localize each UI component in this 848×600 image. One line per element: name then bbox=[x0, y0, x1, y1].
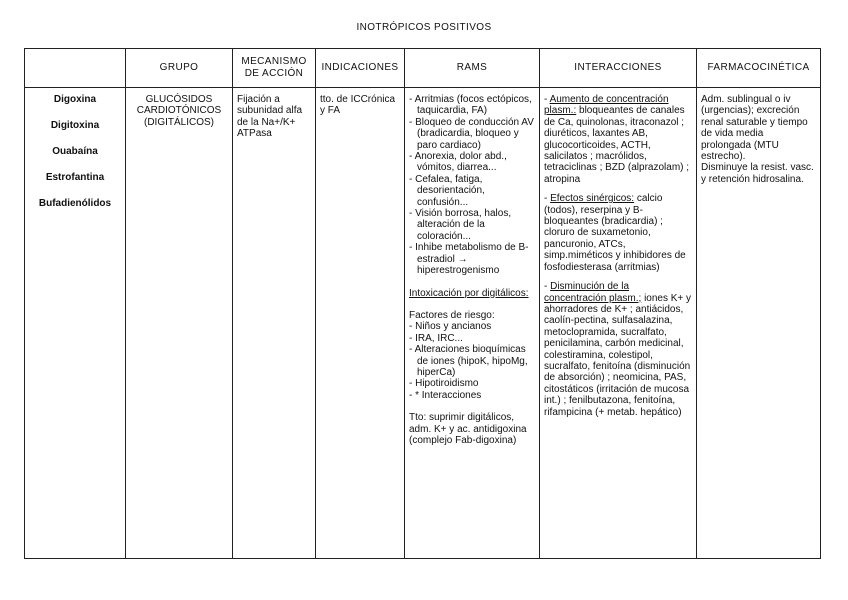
aumento-text: bloqueantes de canales de Ca, quinolonas, itraconazol ; diuréticos, laxantes AB, glucocorticoides, ACTH, salicilatos ; macrólidos, tetraciclinas ; BZD (alprazolam) ; atropina bbox=[544, 105, 690, 185]
header-interacciones: INTERACCIONES bbox=[540, 49, 697, 88]
list-item: - Bloqueo de conducción AV (bradicardia, bloqueo y paro cardiaco) bbox=[409, 117, 535, 151]
drug-name: Estrofantina bbox=[45, 171, 105, 183]
factores-list bbox=[409, 321, 535, 401]
intox-title: Intoxicación por digitálicos: bbox=[409, 287, 529, 299]
header-farmacocinetica: FARMACOCINÉTICA bbox=[697, 49, 821, 88]
list-item: - Hipotiroidismo bbox=[409, 378, 535, 389]
list-item: - IRA, IRC... bbox=[409, 333, 535, 344]
tto-text: Tto: suprimir digitálicos, adm. K+ y ac. antidigoxina (complejo Fab-digoxina) bbox=[409, 412, 527, 446]
header-indicaciones: INDICACIONES bbox=[316, 49, 405, 88]
drug-name: Bufadienólidos bbox=[38, 197, 112, 209]
farmacocinetica-cell bbox=[697, 88, 821, 559]
header-rams: RAMS bbox=[405, 49, 540, 88]
farmacocinetica-p1: Adm. sublingual o iv (urgencias); excreción renal saturable y tiempo de vida media prolongada (MTU estrecho). bbox=[701, 94, 808, 163]
list-item: - Cefalea, fatiga, desorientación, confusión... bbox=[409, 174, 535, 208]
interacciones-cell bbox=[540, 88, 697, 559]
drug-name: Digoxina bbox=[53, 94, 97, 105]
content-row bbox=[25, 88, 821, 559]
drug-list bbox=[25, 88, 126, 559]
farmacocinetica-p2: Disminuye la resist. vasc. y retención hidrosalina. bbox=[701, 162, 814, 185]
header-grupo: GRUPO bbox=[126, 49, 233, 88]
drug-name: Ouabaína bbox=[52, 145, 98, 157]
list-item: - Inhibe metabolismo de B-estradiol → hiperestrogenismo bbox=[409, 242, 535, 276]
sinergicos-section: - Efectos sinérgicos: calcio (todos), reserpina y B-bloqueantes (bradicardia) ; cloruro de suxametonio, pancuronio, ATCs, simp.miméticos y inhibidores de fosfodiesterasa (arritmias) bbox=[544, 193, 686, 273]
indicaciones-cell: tto. de ICCrónica y FA bbox=[316, 88, 405, 559]
list-item: - Niños y ancianos bbox=[409, 321, 535, 332]
inotropicos-table bbox=[24, 48, 821, 559]
list-item: - * Interacciones bbox=[409, 390, 535, 401]
list-item: - Alteraciones bioquímicas de iones (hipoK, hipoMg, hiperCa) bbox=[409, 344, 535, 378]
rams-list bbox=[409, 94, 535, 277]
list-item: - Anorexia, dolor abd., vómitos, diarrea... bbox=[409, 151, 535, 174]
sinergicos-text: calcio (todos), reserpina y B-bloqueantes (bradicardia) ; cloruro de suxametonio, pancuronio, ATCs, simp.miméticos y inhibidores de fosfodiesterasa (arritmias) bbox=[544, 193, 686, 273]
disminucion-section: - Disminución de la concentración plasm.; iones K+ y ahorradores de K+ ; antiácidos, caolín-pectina, sulfasalazina, metoclopramida, sucralfato, penicilamina, carbón medicinal, colestiramina, colestipol, sucralfato, fenitoína (disminución de absorción) ; neomicina, PAS, citostáticos (irritación de mucosa int.) ; fenilbutazona, fenitoína, rifampicina (+ metab. hepático) bbox=[544, 281, 692, 418]
list-item: - Arritmias (focos ectópicos, taquicardia, FA) bbox=[409, 94, 535, 117]
page-title: INOTRÓPICOS POSITIVOS bbox=[356, 22, 492, 33]
header-mecanismo: MECANISMO DE ACCIÓN bbox=[233, 49, 316, 88]
aumento-section: - Aumento de concentración plasm.: bloqueantes de canales de Ca, quinolonas, itraconazol ; diuréticos, laxantes AB, glucocorticoides, ACTH, salicilatos ; macrólidos, tetraciclinas ; BZD (alprazolam) ; atropina bbox=[544, 94, 690, 185]
disminucion-text: iones K+ y ahorradores de K+ ; antiácidos, caolín-pectina, sulfasalazina, metoclopramida, sucralfato, penicilamina, carbón medicinal, colestiramina, colestipol, sucralfato, fenitoína (disminución de absorción) ; neomicina, PAS, citostáticos (irritación de mucosa int.) ; fenilbutazona, fenitoína, rifampicina (+ metab. hepático) bbox=[544, 292, 692, 418]
grupo-cell: GLUCÓSIDOS CARDIOTÓNICOS (DIGITÁLICOS) bbox=[126, 88, 233, 559]
header-row bbox=[25, 49, 821, 88]
mecanismo-cell: Fijación a subunidad alfa de la Na+/K+ ATPasa bbox=[233, 88, 316, 559]
sinergicos-title: Efectos sinérgicos: bbox=[550, 193, 635, 205]
drug-name: Digitoxina bbox=[50, 119, 100, 131]
list-item: - Visión borrosa, halos, alteración de la coloración... bbox=[409, 208, 535, 242]
disminucion-title: Disminución de la concentración plasm.; bbox=[544, 281, 642, 304]
rams-cell bbox=[405, 88, 540, 559]
aumento-title: Aumento de concentración plasm.: bbox=[544, 94, 669, 117]
header-empty bbox=[25, 49, 126, 88]
factores-label: Factores de riesgo: bbox=[409, 309, 495, 321]
